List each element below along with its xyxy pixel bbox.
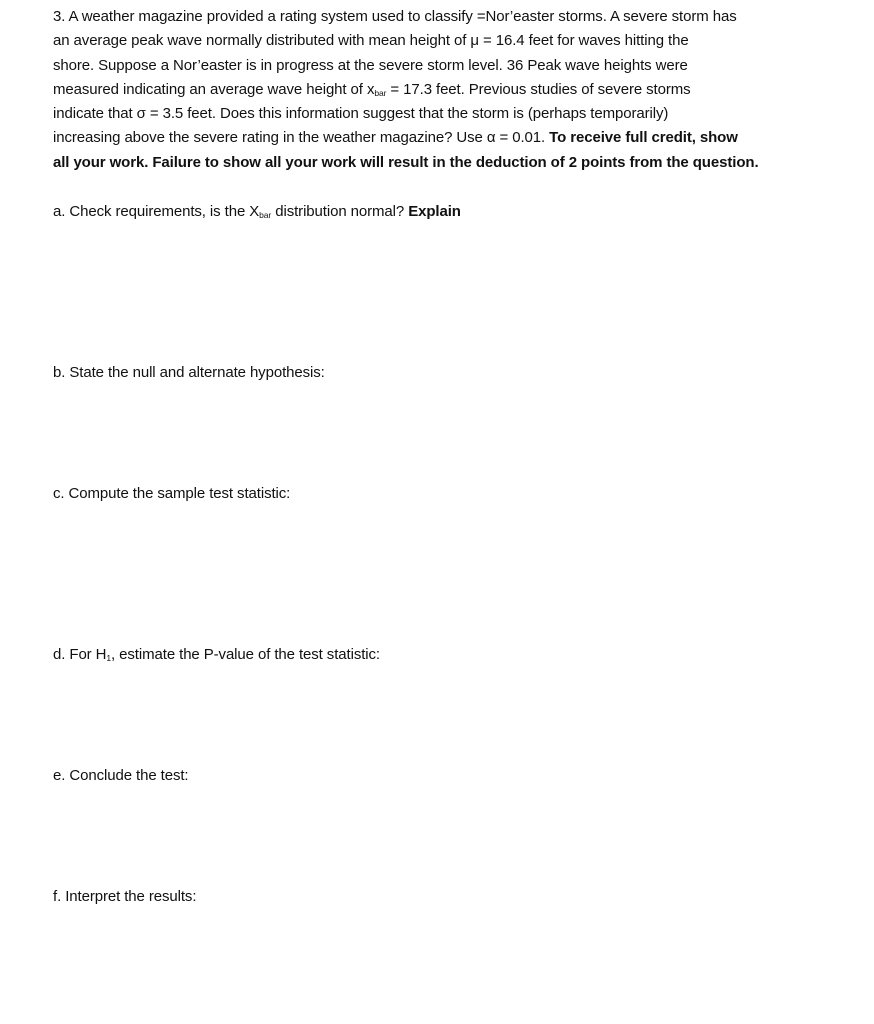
problem-text: indicate that σ = 3.5 feet. Does this information suggest that the storm is (perhaps temporarily) [53,105,669,123]
xbar-subscript: bar [259,210,272,220]
problem-text: increasing above the severe rating in the weather magazine? Use α = 0.01. [53,129,550,147]
part-c-text: c. Compute the sample test statistic: [53,485,291,502]
problem-line [53,29,843,53]
answer-area-e[interactable] [53,792,833,882]
xbar-subscript: bar [374,87,387,98]
deduction-warning: all your work. Failure to show all your work will result in the deduction of 2 points from the question. [53,153,759,171]
problem-line [53,78,843,102]
question-part-a [53,202,461,222]
problem-text: = 17.3 feet. Previous studies of severe storms [386,80,691,98]
answer-area-f[interactable] [53,913,833,1013]
problem-line [53,126,843,150]
problem-text: an average peak wave normally distributed with mean height of μ = 16.4 feet for waves hitting the [53,32,689,50]
problem-line [53,102,843,126]
problem-statement [53,5,843,175]
problem-line [53,54,843,78]
question-part-d [53,645,380,665]
problem-line [53,5,843,29]
question-part-f [53,887,196,907]
problem-text: 3. A weather magazine provided a rating system used to classify =Nor’easter storms. A severe storm has [53,8,737,25]
part-d-text-cont: , estimate the P-value of the test statistic: [111,646,380,663]
answer-area-b[interactable] [53,389,833,479]
question-part-e [53,766,189,786]
part-f-text: f. Interpret the results: [53,888,197,905]
h1-subscript: 1 [106,653,112,663]
part-a-text: a. Check requirements, is the X [53,203,260,220]
answer-area-a[interactable] [53,228,833,358]
full-credit-instruction: To receive full credit, show [549,129,738,147]
problem-text: shore. Suppose a Nor’easter is in progress at the severe storm level. 36 Peak wave heights were [53,56,688,74]
problem-line [53,151,843,175]
part-d-text: d. For H [53,646,107,663]
part-e-text: e. Conclude the test: [53,767,189,784]
answer-area-d[interactable] [53,671,833,761]
question-part-c [53,484,290,504]
explain-label: Explain [408,203,461,220]
answer-area-c[interactable] [53,510,833,640]
problem-text: measured indicating an average wave height of x [53,80,375,98]
part-a-text-cont: distribution normal? [271,203,409,220]
question-part-b [53,363,325,383]
part-b-text: b. State the null and alternate hypothesis: [53,364,325,381]
